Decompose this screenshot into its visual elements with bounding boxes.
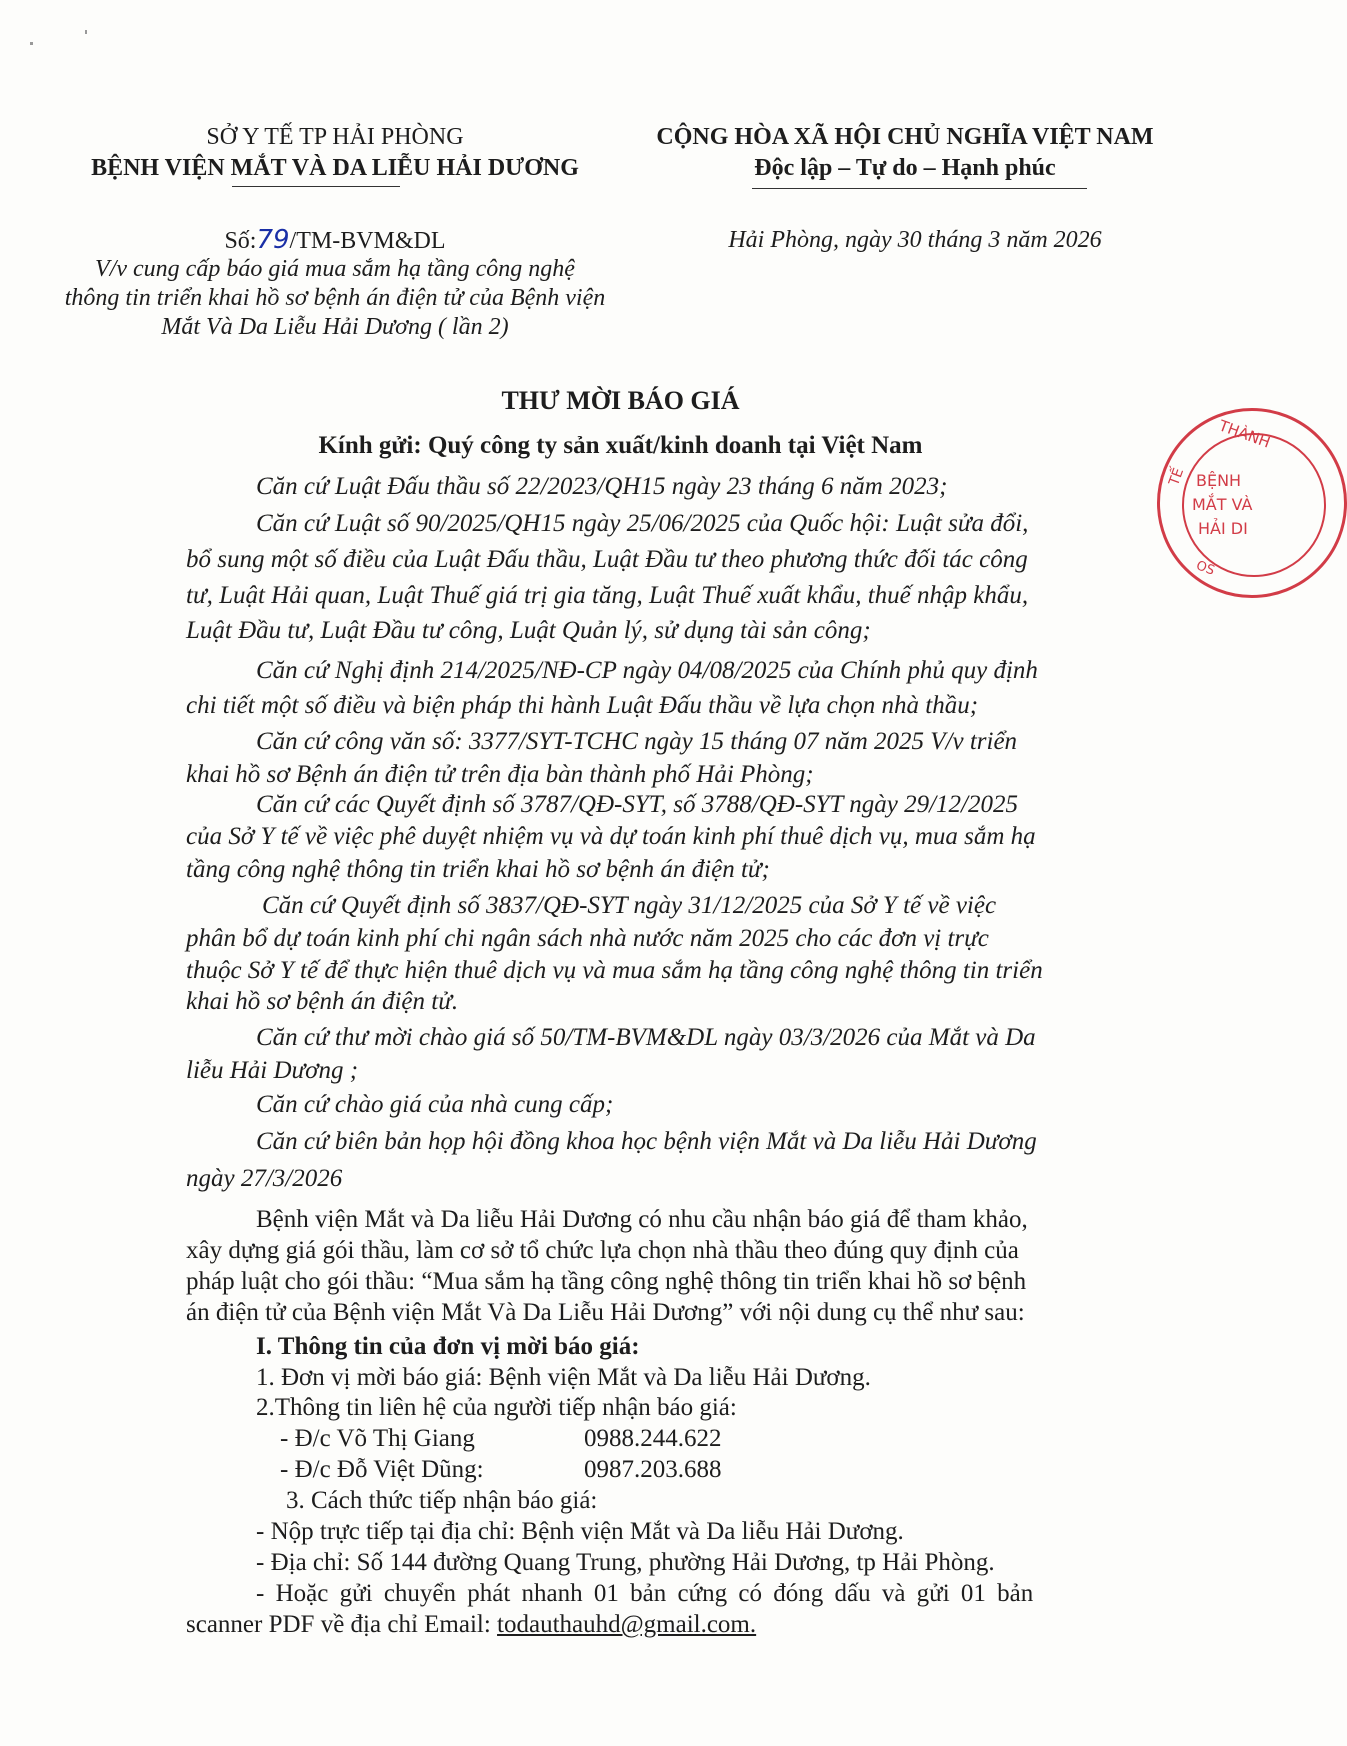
intro-line: pháp luật cho gói thầu: “Mua sắm hạ tầng công nghệ thông tin triển khai hồ sơ bệnh xyxy=(186,1268,1027,1295)
reference-handwritten-number: 79 xyxy=(256,225,290,255)
intro-line: xây dựng giá gói thầu, làm cơ sở tổ chức lựa chọn nhà thầu theo đúng quy định của xyxy=(186,1237,1019,1264)
basis-line: Căn cứ công văn số: 3377/SYT-TCHC ngày 15 tháng 07 năm 2025 V/v triển xyxy=(256,728,1018,755)
contact-phone: 0988.244.622 xyxy=(584,1425,722,1452)
basis-line: Căn cứ Quyết định số 3837/QĐ-SYT ngày 31/12/2025 của Sở Y tế về việc xyxy=(262,892,997,919)
header-left-rule xyxy=(232,186,400,187)
header-left-line1: SỞ Y TẾ TP HẢI PHÒNG xyxy=(206,124,464,150)
email-prefix: scanner PDF về địa chỉ Email: xyxy=(186,1611,498,1638)
scan-speck xyxy=(85,30,87,34)
contact-name: - Đ/c Võ Thị Giang xyxy=(280,1425,475,1452)
subject-line-2: thông tin triển khai hồ sơ bệnh án điện tử của Bệnh viện xyxy=(64,285,606,311)
recipient-line: Kính gửi: Quý công ty sản xuất/kinh doanh tại Việt Nam xyxy=(318,432,923,459)
official-stamp xyxy=(1157,408,1347,598)
contact-phone: 0987.203.688 xyxy=(584,1456,722,1483)
basis-line: liễu Hải Dương ; xyxy=(186,1057,359,1084)
basis-line: Căn cứ thư mời chào giá số 50/TM-BVM&DL ngày 03/3/2026 của Mắt và Da xyxy=(256,1024,1036,1051)
document-date: Hải Phòng, ngày 30 tháng 3 năm 2026 xyxy=(728,227,1102,253)
basis-line: Luật Đầu tư, Luật Đầu tư công, Luật Quản lý, sử dụng tài sản công; xyxy=(186,617,871,644)
stamp-text-line3: HẢI DI xyxy=(1198,519,1248,538)
stamp-text-line1: BỆNH xyxy=(1196,471,1242,490)
email-link[interactable]: todauthauhd@gmail.com. xyxy=(497,1611,757,1638)
header-right-rule xyxy=(752,188,1087,189)
basis-line: ngày 27/3/2026 xyxy=(186,1165,343,1192)
basis-line: Căn cứ biên bản họp hội đồng khoa học bệnh viện Mắt và Da liễu Hải Dương xyxy=(256,1128,1037,1155)
stamp-text-left: TẾ xyxy=(1166,466,1188,488)
intro-line: án điện tử của Bệnh viện Mắt Và Da Liễu Hải Dương” với nội dung cụ thể như sau: xyxy=(186,1299,1025,1326)
section1-item2: 2.Thông tin liên hệ của người tiếp nhận báo giá: xyxy=(256,1394,737,1421)
section1-item3-c: - Hoặc gửi chuyển phát nhanh 01 bản cứng có đóng dấu và gửi 01 bản xyxy=(256,1580,1034,1607)
basis-line: chi tiết một số điều và biện pháp thi hành Luật Đấu thầu về lựa chọn nhà thầu; xyxy=(186,692,979,719)
stamp-text-line2: MẮT VÀ xyxy=(1192,495,1253,514)
basis-line: Căn cứ Nghị định 214/2025/NĐ-CP ngày 04/08/2025 của Chính phủ quy định xyxy=(256,657,1038,684)
section1-item3-a: - Nộp trực tiếp tại địa chỉ: Bệnh viện Mắt và Da liễu Hải Dương. xyxy=(256,1518,904,1545)
subject-line-3: Mắt Và Da Liễu Hải Dương ( lần 2) xyxy=(161,314,509,340)
document-title: THƯ MỜI BÁO GIÁ xyxy=(501,386,740,415)
reference-prefix: Số: xyxy=(224,228,257,254)
header-right-line2: Độc lập – Tự do – Hạnh phúc xyxy=(754,155,1056,181)
header-left-line2: BỆNH VIỆN MẮT VÀ DA LIỄU HẢI DƯƠNG xyxy=(91,155,579,181)
contact-name: - Đ/c Đỗ Việt Dũng: xyxy=(280,1456,484,1483)
basis-line: Căn cứ Luật Đấu thầu số 22/2023/QH15 ngày 23 tháng 6 năm 2023; xyxy=(256,473,948,500)
stamp-text-bottom: OS xyxy=(1193,558,1217,579)
section1-item3: 3. Cách thức tiếp nhận báo giá: xyxy=(286,1487,598,1514)
stamp-text-top: THÀNH xyxy=(1216,416,1273,452)
header-right-line1: CỘNG HÒA XÃ HỘI CHỦ NGHĨA VIỆT NAM xyxy=(656,124,1154,150)
scan-speck xyxy=(30,42,33,45)
section1-item3-b: - Địa chỉ: Số 144 đường Quang Trung, phường Hải Dương, tp Hải Phòng. xyxy=(256,1549,995,1576)
basis-line: bổ sung một số điều của Luật Đấu thầu, Luật Đầu tư theo phương thức đối tác công xyxy=(186,546,1028,573)
section1-item3-d xyxy=(186,1611,756,1639)
basis-line: phân bổ dự toán kinh phí chi ngân sách nhà nước năm 2025 cho các đơn vị trực xyxy=(186,925,989,952)
basis-line: thuộc Sở Y tế để thực hiện thuê dịch vụ và mua sắm hạ tầng công nghệ thông tin triển xyxy=(186,957,1043,984)
basis-line: Căn cứ Luật số 90/2025/QH15 ngày 25/06/2025 của Quốc hội: Luật sửa đổi, xyxy=(256,510,1029,537)
basis-line: Căn cứ chào giá của nhà cung cấp; xyxy=(256,1091,614,1118)
basis-line: tầng công nghệ thông tin triển khai hồ sơ bệnh án điện tử; xyxy=(186,856,770,883)
basis-line: của Sở Y tế về việc phê duyệt nhiệm vụ và dự toán kinh phí thuê dịch vụ, mua sắm hạ xyxy=(186,823,1036,850)
basis-line: tư, Luật Hải quan, Luật Thuế giá trị gia tăng, Luật Thuế xuất khẩu, thuế nhập khẩu, xyxy=(186,582,1029,609)
basis-line: Căn cứ các Quyết định số 3787/QĐ-SYT, số 3788/QĐ-SYT ngày 29/12/2025 xyxy=(256,791,1018,818)
basis-line: khai hồ sơ bệnh án điện tử. xyxy=(186,988,459,1015)
intro-line: Bệnh viện Mắt và Da liễu Hải Dương có nhu cầu nhận báo giá để tham khảo, xyxy=(256,1206,1028,1233)
subject-line-1: V/v cung cấp báo giá mua sắm hạ tầng công nghệ xyxy=(95,256,575,282)
section1-item1: 1. Đơn vị mời báo giá: Bệnh viện Mắt và Da liễu Hải Dương. xyxy=(256,1364,871,1391)
section1-heading: I. Thông tin của đơn vị mời báo giá: xyxy=(256,1333,640,1360)
basis-line: khai hồ sơ Bệnh án điện tử trên địa bàn thành phố Hải Phòng; xyxy=(186,761,814,788)
reference-suffix: /TM-BVM&DL xyxy=(289,228,446,254)
